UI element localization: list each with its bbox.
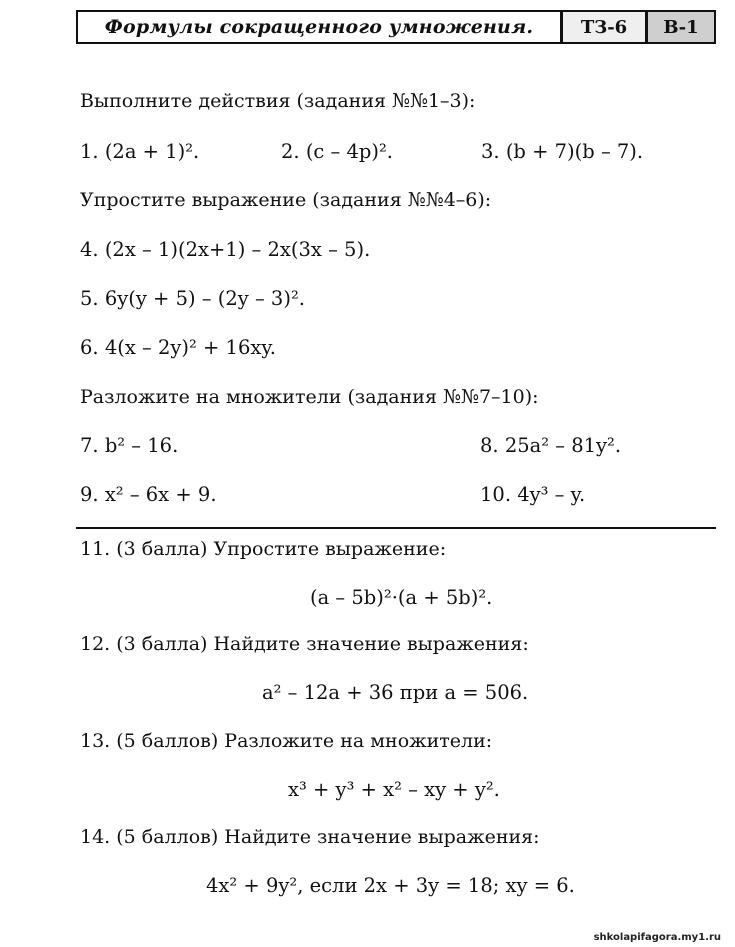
- task-7: [80, 434, 178, 457]
- task-2-expression: (c – 4p)².: [305, 140, 394, 163]
- task-8-expression: 25a² – 81y².: [504, 434, 622, 457]
- task-1: [80, 140, 199, 163]
- task-9-expression: x² – 6x + 9.: [104, 483, 217, 506]
- task-14-expression: 4x² + 9y², если 2x + 3y = 18; xy = 6.: [206, 874, 575, 897]
- task-13-expression: x³ + y³ + x² – xy + y².: [288, 778, 500, 801]
- task-12-text: (3 балла) Найдите значение выражения:: [116, 633, 529, 655]
- task-12-number: 12.: [80, 633, 111, 655]
- task-10: [480, 483, 585, 506]
- task-9-number: 9.: [80, 483, 99, 506]
- task-13-text: (5 баллов) Разложите на множители:: [116, 730, 493, 752]
- task-6: [80, 336, 276, 359]
- task-10-number: 10.: [480, 483, 512, 506]
- task-7-number: 7.: [80, 434, 99, 457]
- task-5: [80, 287, 305, 310]
- task-14-text: (5 баллов) Найдите значение выражения:: [116, 826, 540, 848]
- worksheet-title: Формулы сокращенного умножения.: [78, 12, 563, 42]
- task-12-statement: [80, 633, 529, 655]
- task-10-expression: 4y³ – y.: [517, 483, 586, 506]
- task-7-expression: b² – 16.: [104, 434, 179, 457]
- task-12-expression: a² – 12a + 36 при a = 506.: [262, 681, 529, 704]
- section3-instruction: Разложите на множители (задания №№7–10):: [80, 386, 539, 408]
- task-6-number: 6.: [80, 336, 99, 359]
- worksheet-header: [76, 10, 716, 44]
- section1-instruction: Выполните действия (задания №№1–3):: [80, 90, 476, 112]
- task-9: [80, 483, 217, 506]
- task-11-statement: [80, 538, 446, 560]
- task-6-expression: 4(x – 2y)² + 16xy.: [104, 336, 276, 359]
- task-2: [281, 140, 393, 163]
- task-11-text: (3 балла) Упростите выражение:: [116, 538, 447, 560]
- task-4: [80, 238, 370, 261]
- task-11-expression: (a – 5b)²·(a + 5b)².: [310, 586, 493, 609]
- task-14-statement: [80, 826, 540, 848]
- task-4-number: 4.: [80, 238, 99, 261]
- task-8: [480, 434, 621, 457]
- task-5-number: 5.: [80, 287, 99, 310]
- task-13-statement: [80, 730, 492, 752]
- source-watermark: shkolapifagora.my1.ru: [593, 932, 721, 943]
- task-2-number: 2.: [281, 140, 300, 163]
- task-13-number: 13.: [80, 730, 111, 752]
- task-4-expression: (2x – 1)(2x+1) – 2x(3x – 5).: [104, 238, 371, 261]
- task-3-number: 3.: [481, 140, 500, 163]
- test-code: ТЗ-6: [563, 12, 648, 42]
- section-divider: [76, 527, 716, 529]
- variant-label: В-1: [648, 12, 714, 42]
- task-1-number: 1.: [80, 140, 99, 163]
- task-14-number: 14.: [80, 826, 111, 848]
- task-1-expression: (2a + 1)².: [104, 140, 200, 163]
- section2-instruction: Упростите выражение (задания №№4–6):: [80, 189, 492, 211]
- task-8-number: 8.: [480, 434, 499, 457]
- task-5-expression: 6y(y + 5) – (2y – 3)².: [104, 287, 305, 310]
- task-3: [481, 140, 643, 163]
- task-3-expression: (b + 7)(b – 7).: [505, 140, 644, 163]
- task-11-number: 11.: [80, 538, 111, 560]
